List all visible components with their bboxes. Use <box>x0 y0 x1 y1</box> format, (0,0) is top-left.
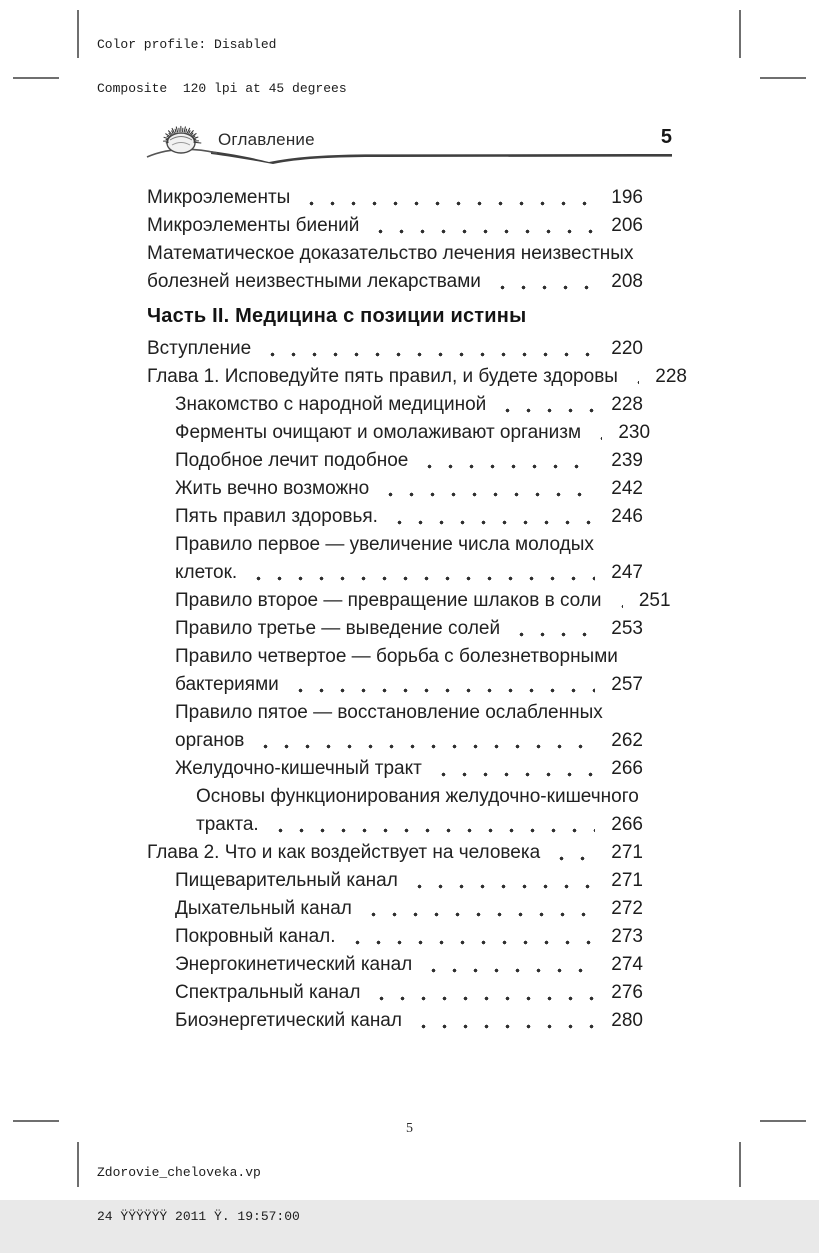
footer-page-number: 5 <box>0 1121 819 1137</box>
crop-mark-bottom-left-vertical <box>77 1142 79 1187</box>
toc-entry-line <box>147 979 643 1007</box>
toc-entry-line <box>147 531 643 559</box>
toc-entry-title: тракта. <box>196 811 259 839</box>
crop-mark-top-right-vertical <box>739 10 741 58</box>
running-header-title: Оглавление <box>218 130 315 150</box>
toc-entry-title: Микроэлементы <box>147 184 290 212</box>
toc-entry-title: Подобное лечит подобное <box>175 447 408 475</box>
color-profile-line: Color profile: Disabled <box>97 38 347 53</box>
toc-page-number: 220 <box>601 335 643 363</box>
toc-entry-line <box>147 755 643 783</box>
crop-mark-top-left-vertical <box>77 10 79 58</box>
crop-mark-top-left-horizontal <box>13 77 59 79</box>
toc-entry-title: Правило второе — превращение шлаков в соли <box>175 587 602 615</box>
toc-entry-title: Правило пятое — восстановление ослабленных <box>175 699 603 727</box>
toc-entry-line <box>147 587 643 615</box>
toc-page-number: 280 <box>601 1007 643 1035</box>
toc-entry-title: Основы функционирования желудочно-кишечного <box>196 783 639 811</box>
toc-entry-title: Правило четвертое — борьба с болезнетворными <box>175 643 618 671</box>
header-page-number: 5 <box>661 126 672 149</box>
toc-entry-title: Глава 1. Исповедуйте пять правил, и будете здоровы <box>147 363 618 391</box>
toc-entry-line <box>147 811 643 839</box>
dot-leader <box>431 772 595 777</box>
toc-entry-line <box>147 503 643 531</box>
toc-page-number: 230 <box>608 419 650 447</box>
dot-leader <box>246 576 595 581</box>
dot-leader <box>253 744 595 749</box>
toc-page-number: 239 <box>601 447 643 475</box>
toc-entry-line <box>147 923 643 951</box>
toc-page-number: 273 <box>601 923 643 951</box>
toc-page-number: 246 <box>601 503 643 531</box>
toc-entry-line <box>147 475 643 503</box>
source-file-line: Zdorovie_cheloveka.vp <box>97 1166 300 1181</box>
toc-entry-line <box>147 839 643 867</box>
toc-entry-title: органов <box>175 727 244 755</box>
dot-leader <box>288 688 595 693</box>
toc-page-number: 251 <box>629 587 671 615</box>
prepress-slug-top <box>97 9 347 125</box>
toc-entry-title: бактериями <box>175 671 279 699</box>
toc-entry-line <box>147 615 643 643</box>
toc-entry-title: Вступление <box>147 335 251 363</box>
toc-page-number: 196 <box>601 184 643 212</box>
toc-entry-title: Покровный канал. <box>175 923 336 951</box>
toc-page-number: 228 <box>601 391 643 419</box>
toc-entry-line <box>147 951 643 979</box>
toc-entry-title: Пищеварительный канал <box>175 867 398 895</box>
page-header <box>145 110 672 165</box>
toc-entry-title: Жить вечно возможно <box>175 475 369 503</box>
toc-entry-line <box>147 867 643 895</box>
dot-leader <box>509 632 595 637</box>
dot-leader <box>495 408 595 413</box>
toc-entry-line <box>147 184 643 212</box>
toc-entry-line <box>147 391 643 419</box>
toc-entry-title: Дыхательный канал <box>175 895 352 923</box>
dot-leader <box>260 352 595 357</box>
dot-leader <box>627 380 639 385</box>
dot-leader <box>549 856 595 861</box>
toc-entry-title: Правило третье — выведение солей <box>175 615 500 643</box>
toc-part-heading: Часть II. Медицина с позиции истины <box>147 302 643 330</box>
toc-entry-title: болезней неизвестными лекарствами <box>147 268 481 296</box>
toc-entry-line <box>147 363 643 391</box>
toc-page-number: 242 <box>601 475 643 503</box>
toc-entry-title: Пять правил здоровья. <box>175 503 378 531</box>
toc-entry-title: Микроэлементы биений <box>147 212 359 240</box>
toc-entry-line <box>147 419 643 447</box>
toc-page-number: 262 <box>601 727 643 755</box>
toc-entry-line <box>147 699 643 727</box>
toc-page-number: 272 <box>601 895 643 923</box>
dot-leader <box>411 1024 595 1029</box>
toc-entry-line <box>147 268 643 296</box>
toc-page-number: 266 <box>601 811 643 839</box>
toc-page-number: 271 <box>601 867 643 895</box>
toc-entry-title: Глава 2. Что и как воздействует на человека <box>147 839 540 867</box>
toc-entry-line <box>147 1007 643 1035</box>
prepress-slug-bottom <box>97 1137 300 1253</box>
dot-leader <box>590 436 602 441</box>
dot-leader <box>345 940 595 945</box>
toc-page-number: 257 <box>601 671 643 699</box>
dot-leader <box>490 285 595 290</box>
toc-entry-title: клеток. <box>175 559 237 587</box>
dot-leader <box>368 229 595 234</box>
dot-leader <box>611 604 623 609</box>
toc-entry-title: Правило первое — увеличение числа молодых <box>175 531 594 559</box>
toc-entry-line <box>147 212 643 240</box>
toc-entry-line <box>147 643 643 671</box>
toc-entry-title: Знакомство с народной медициной <box>175 391 486 419</box>
dot-leader <box>369 996 595 1001</box>
toc-page-number: 247 <box>601 559 643 587</box>
toc-entry-title: Биоэнергетический канал <box>175 1007 402 1035</box>
toc-entry-line <box>147 559 643 587</box>
toc-entry-line <box>147 895 643 923</box>
composite-line: Composite 120 lpi at 45 degrees <box>97 82 347 97</box>
toc-entry-line <box>147 783 643 811</box>
dot-leader <box>378 492 595 497</box>
toc-entry-title: Спектральный канал <box>175 979 360 1007</box>
toc-page-number: 253 <box>601 615 643 643</box>
toc-page-number: 274 <box>601 951 643 979</box>
toc-page-number: 276 <box>601 979 643 1007</box>
toc-entry-line <box>147 447 643 475</box>
toc-entry-line <box>147 727 643 755</box>
dot-leader <box>299 201 595 206</box>
toc-page-number: 206 <box>601 212 643 240</box>
toc-entry-title: Ферменты очищают и омолаживают организм <box>175 419 581 447</box>
toc-entry-title: Желудочно-кишечный тракт <box>175 755 422 783</box>
dot-leader <box>387 520 595 525</box>
dot-leader <box>361 912 595 917</box>
toc-entry-title: Энергокинетический канал <box>175 951 412 979</box>
toc-entry-line <box>147 335 643 363</box>
dot-leader <box>421 968 595 973</box>
dot-leader <box>268 828 595 833</box>
table-of-contents <box>147 184 643 1035</box>
timestamp-line: 24 ŸŸŸŸŸŸ 2011 Ÿ. 19:57:00 <box>97 1210 300 1225</box>
toc-entry-title: Математическое доказательство лечения неизвестных <box>147 240 633 268</box>
toc-page-number: 271 <box>601 839 643 867</box>
crop-mark-top-right-horizontal <box>760 77 806 79</box>
toc-entry-line <box>147 240 643 268</box>
toc-page-number: 266 <box>601 755 643 783</box>
dot-leader <box>407 884 595 889</box>
dot-leader <box>417 464 595 469</box>
toc-page-number: 208 <box>601 268 643 296</box>
toc-page-number: 228 <box>645 363 687 391</box>
toc-entry-line <box>147 671 643 699</box>
crop-mark-bottom-right-vertical <box>739 1142 741 1187</box>
